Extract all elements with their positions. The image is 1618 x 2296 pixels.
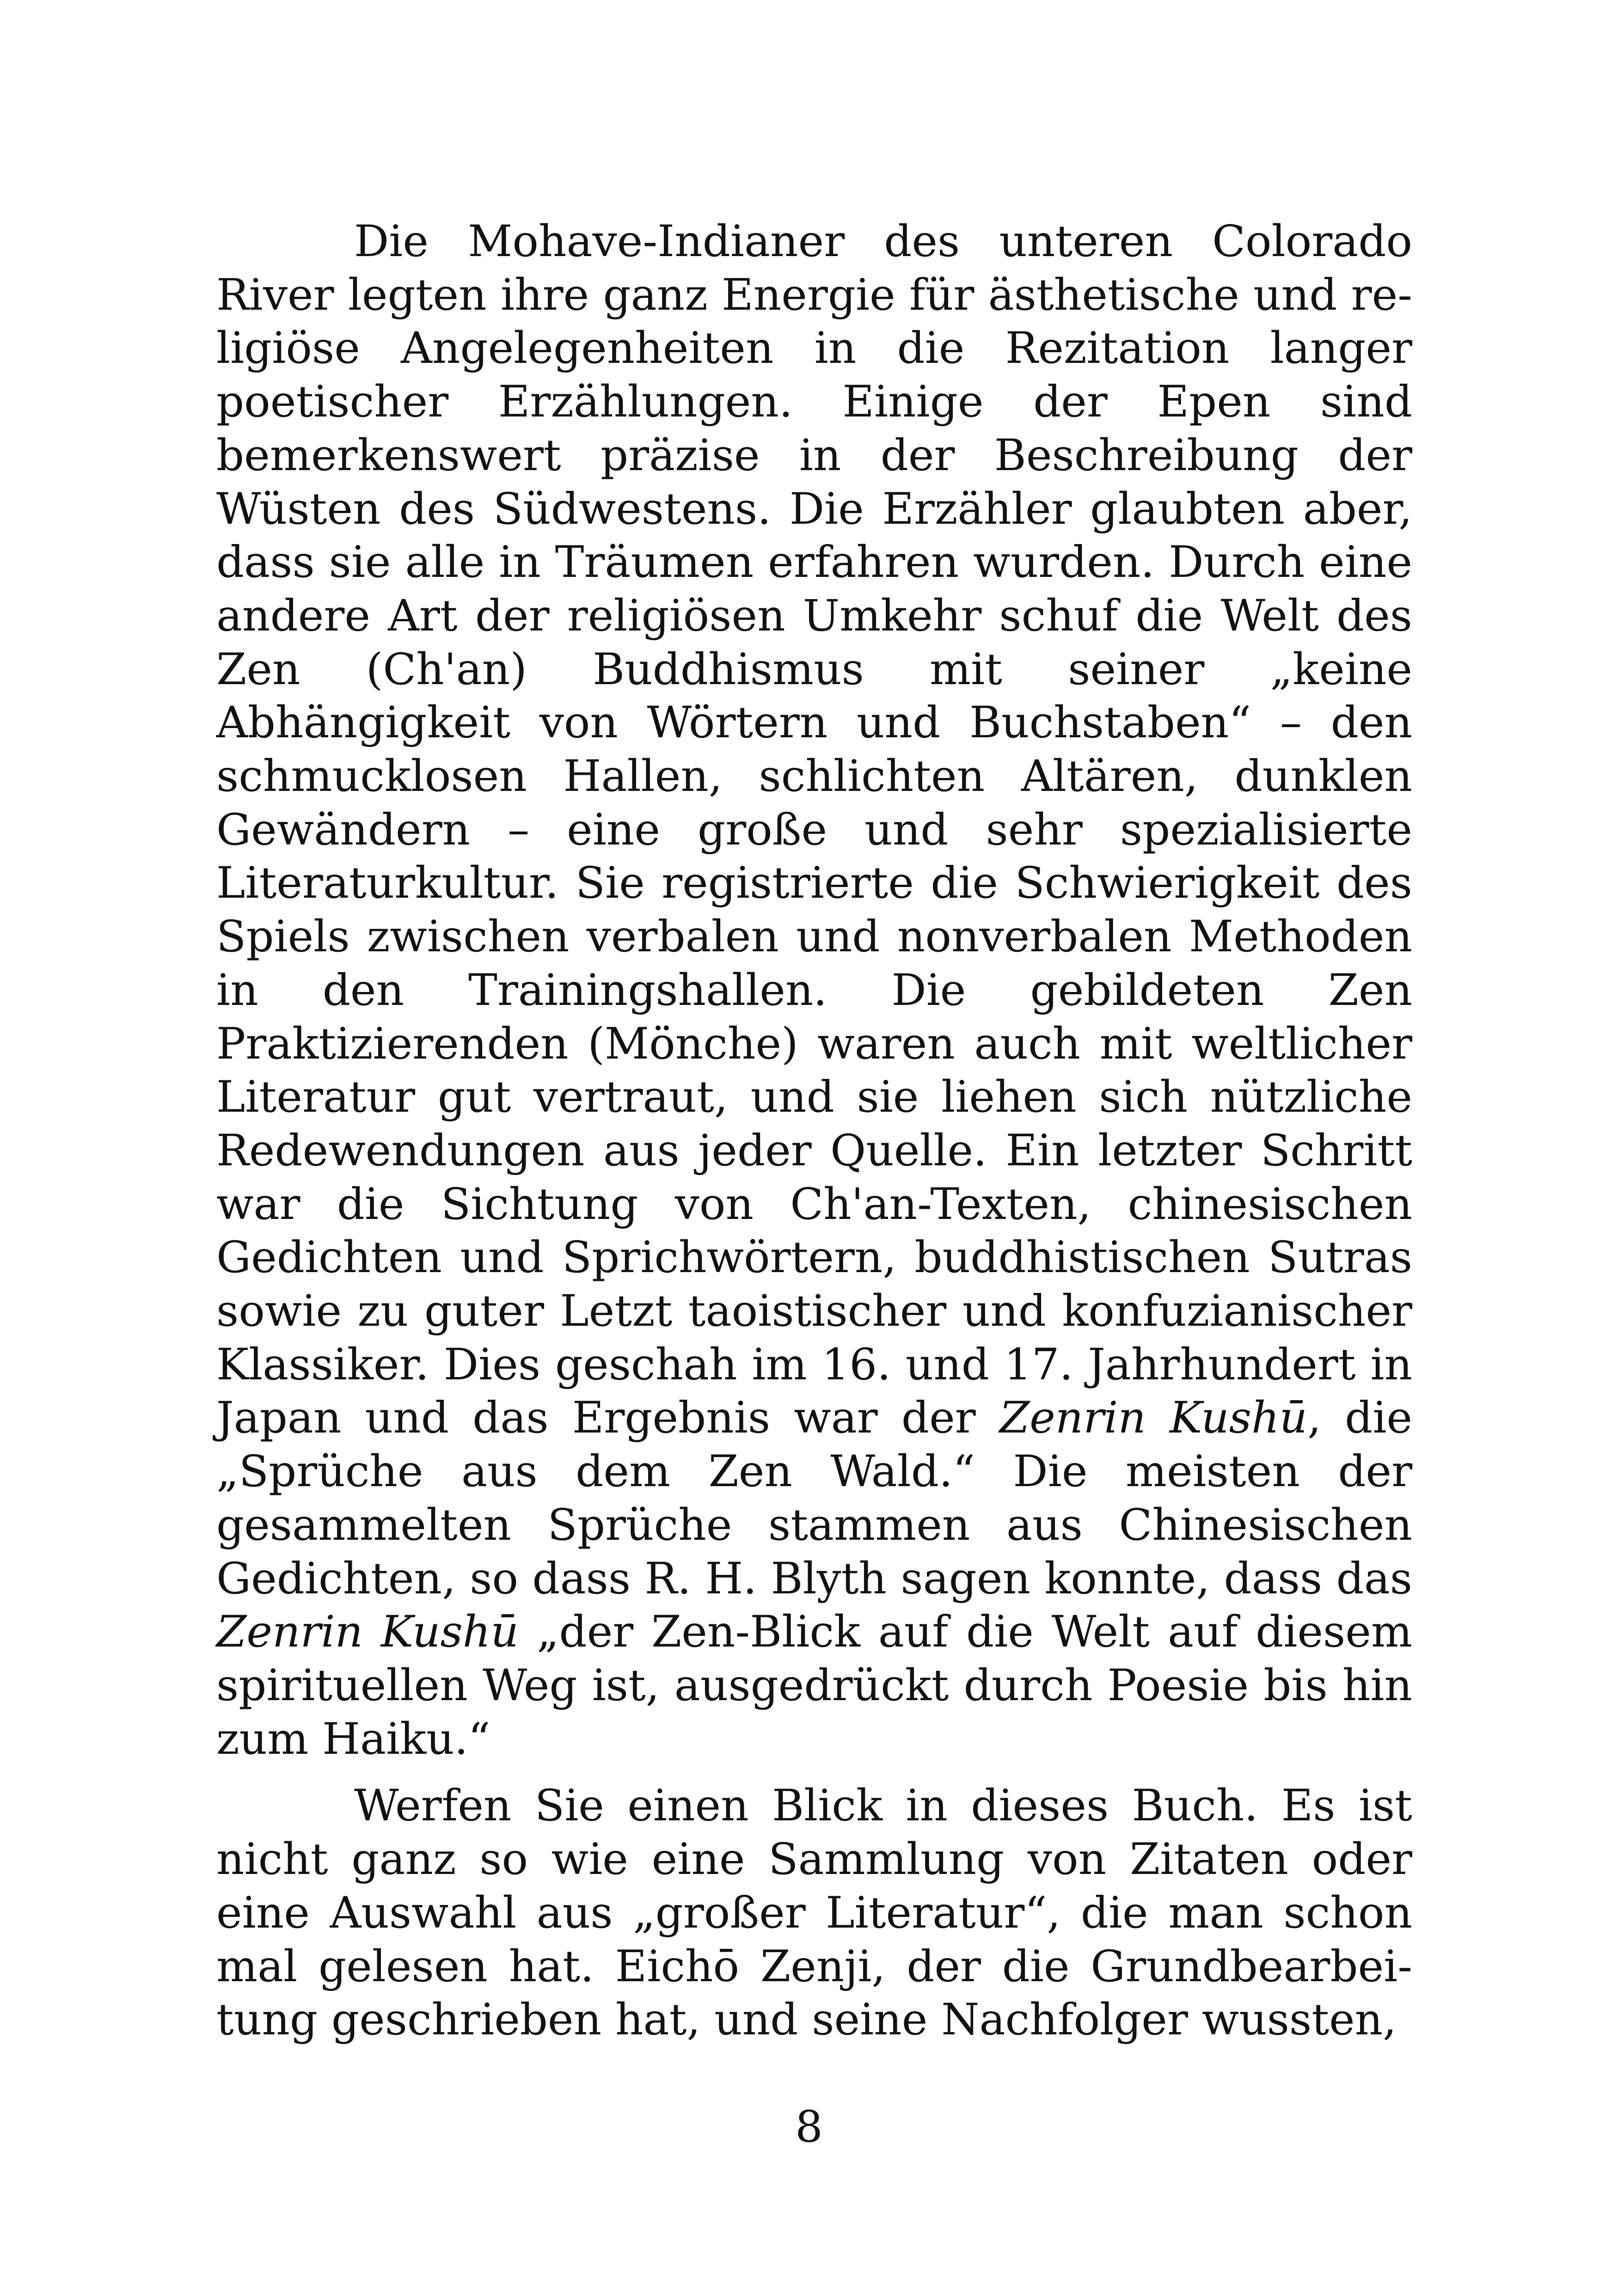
paragraph-1-segment-5: „der Zen-Blick auf die Welt auf diesem spirituellen Weg ist, ausgedrückt durch Poesie bis hin zum Haiku.“ bbox=[216, 1607, 1413, 1764]
book-title-zenrin-kushu: Zenrin Kushū bbox=[999, 1393, 1308, 1444]
paragraph-1-segment-1: Die Mohave-Indianer des unteren Colorado River legten ihre ganz Energie für ästhetische und religiöse Angelegenheiten in die Rezitation langer poetischer Erzählungen. Einige der Epen sind bemerkenswert präzise in der Beschreibung der Wüsten des Südwestens. Die Erzähler glaubten aber, dass sie alle in Träumen erfahren wurden. Durch eine andere Art der religiösen Umkehr schuf die Welt des Zen (Ch'an) Buddhismus mit seiner „keine Abhängigkeit von Wörtern und Buchstaben“ – den schmucklosen Hallen, schlichten Altären, dunklen Gewändern – eine große und sehr spezialisierte Literaturkultur. Sie registrierte die Schwierigkeit des Spiels zwischen verbalen und nonverbalen Methoden in den Trainingshallen. Die gebildeten Zen Praktizierenden (Mönche) waren auch mit weltlicher Literatur gut vertraut, und sie liehen sich nützliche Redewendungen aus jeder Quelle. Ein letzter Schritt war die Sichtung von Ch'an-Texten, chinesischen Gedichten und Sprichwörtern, buddhistischen Sutras sowie zu guter Letzt taoistischer und konfuzianischer Klassiker. Dies geschah im 16. und 17. Jahrhundert in Japan und das Ergebnis war der bbox=[216, 216, 1412, 1444]
paragraph-2 bbox=[216, 1779, 1412, 2047]
paragraph-1 bbox=[216, 215, 1412, 1766]
book-title-zenrin-kushu-2: Zenrin Kushū bbox=[216, 1607, 519, 1658]
paragraph-2-segment-1: Werfen Sie einen Blick in dieses Buch. Es ist nicht ganz so wie eine Sammlung von Zitaten oder eine Auswahl aus „großer Literatur“, die man schon mal gelesen hat. Eichō Zenji, der die Grundbearbeitung geschrieben hat, und seine Nachfolger wussten, bbox=[216, 1781, 1412, 2045]
paragraph-1-segment-3: , die „Sprüche aus dem Zen Wald.“ Die meisten der gesammelten Sprüche stammen aus Chinesischen Gedichten, so dass R. H. Blyth sagen konnte, dass das bbox=[216, 1393, 1413, 1604]
page-number: 8 bbox=[795, 2102, 823, 2152]
body-text bbox=[216, 215, 1412, 2047]
